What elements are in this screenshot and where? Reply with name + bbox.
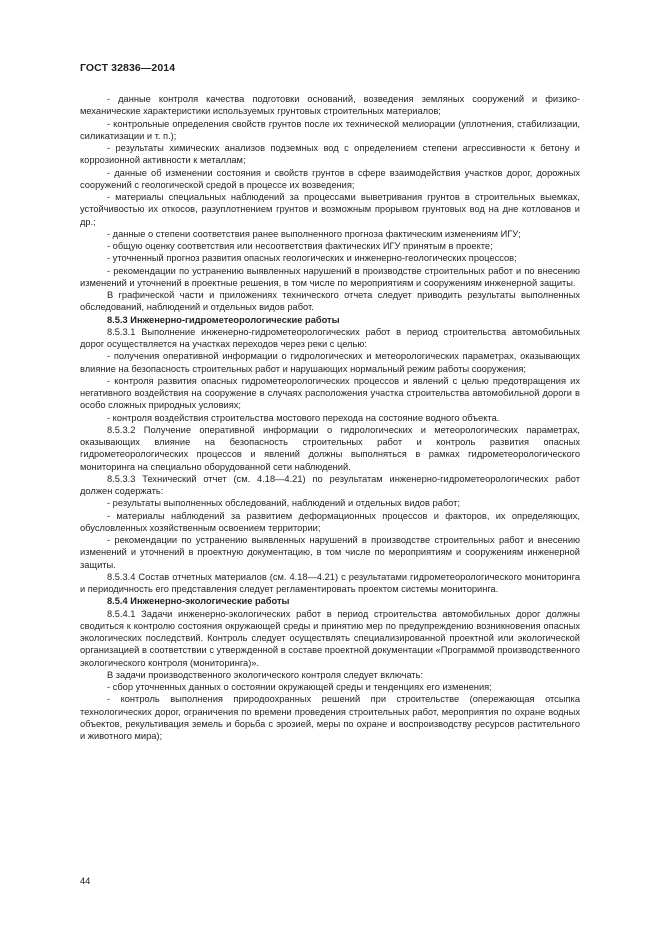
section-heading-8-5-4: 8.5.4 Инженерно-экологические работы — [107, 596, 290, 607]
document-header: ГОСТ 32836—2014 — [80, 62, 176, 74]
paragraph: 8.5.4.1 Задачи инженерно-экологических работ в период строительства автомобильных дорог должны сводиться к контролю состояния окружающей среды и принятию мер по предупреждению возникновения опасных экологических последствий. Контроль следует осуществлять специализированной проектной или экологической организацией в соответствии с утвержденной в составе проектной документации «Программой производственного экологического контроля (мониторинга)». — [80, 608, 580, 668]
section-heading-8-5-3: 8.5.3 Инженерно-гидрометеорологические работы — [107, 314, 340, 325]
list-item: - контроля воздействия строительства мостового перехода на состояние водного объекта. — [107, 412, 500, 423]
paragraph: В графической части и приложениях технического отчета следует приводить результаты выполненных обследований, наблюдений и отдельных видов работ. — [80, 290, 580, 313]
list-item: - контрольные определения свойств грунтов после их технической мелиорации (уплотнения, стабилизации, силикатизации и т. п.); — [80, 118, 580, 141]
list-item: - рекомендации по устранению выявленных нарушений в производстве строительных работ и по внесению изменений и уточнений в проектные решения, в том числе по мероприятиям и сооружениям инженерной защиты. — [80, 265, 580, 288]
paragraph: 8.5.3.4 Состав отчетных материалов (см. 4.18—4.21) с результатами гидрометеорологического мониторинга и периодичность его представления следует регламентировать проектом системы мониторинга. — [80, 571, 580, 594]
list-item: - материалы наблюдений за развитием деформационных процессов и факторов, их определяющих, обусловленных хозяйственным освоением территории; — [80, 510, 580, 533]
list-item: - данные контроля качества подготовки оснований, возведения земляных сооружений и физико-механические характеристики используемых грунтовых строительных материалов; — [80, 94, 580, 117]
paragraph: 8.5.3.2 Получение оперативной информации о гидрологических и метеорологических параметрах, оказывающих влияние на безопасность строительных работ и контроль развития опасных гидрометеорологических процессов и явлений должны выполняться в рамках гидрометеорологического мониторинга на специально оборудованной сети наблюдений. — [80, 424, 580, 472]
list-item: - данные о степени соответствия ранее выполненного прогноза фактическим изменениям ИГУ; — [107, 228, 521, 239]
list-item: - контроля развития опасных гидрометеорологических процессов и явлений с целью предотвращения их негативного воздействия на сооружение в случаях расположения участка строительства автомобильной дороги в особо сложных природных условиях; — [80, 375, 580, 411]
list-item: - материалы специальных наблюдений за процессами выветривания грунтов в строительных выемках, устойчивостью их откосов, разуплотнением грунтов и возможным прорывом грунтовых вод на дне котлованов и др.; — [80, 192, 580, 227]
list-item: - общую оценку соответствия или несоответствия фактических ИГУ принятым в проекте; — [107, 241, 493, 251]
paragraph: 8.5.3.3 Технический отчет (см. 4.18—4.21) по результатам инженерно-гидрометеорологических работ должен содержать: — [80, 473, 580, 496]
list-item: - результаты выполненных обследований, наблюдений и отдельных видов работ; — [107, 498, 460, 509]
document-body — [80, 93, 580, 742]
paragraph: В задачи производственного экологического контроля следует включать: — [107, 669, 424, 680]
list-item: - рекомендации по устранению выявленных нарушений в производстве строительных работ и внесению изменений и уточнений в проектную документацию, в том числе по мероприятиям и сооружениям инженерной защиты. — [80, 535, 580, 570]
list-item: - уточненный прогноз развития опасных геологических и инженерно-геологических процессов; — [107, 253, 517, 264]
paragraph: 8.5.3.1 Выполнение инженерно-гидрометеорологических работ в период строительства автомобильных дорог осуществляется на участках переходов через реки с целью: — [80, 326, 580, 349]
list-item: - контроль выполнения природоохранных решений при строительстве (опережающая отсыпка технологических дорог, ограничения по времени проведения строительных работ, мероприятия по охране водных объектов, рекультивация земель и борьба с эрозией, меры по охране и воспроизводству ресурсов растительного и животного мира); — [80, 694, 580, 741]
list-item: - данные об изменении состояния и свойств грунтов в сфере взаимодействия участков дорог, дорожных сооружений с геологической средой в процессе их возведения; — [80, 167, 580, 190]
page-number: 44 — [80, 876, 91, 886]
list-item: - получения оперативной информации о гидрологических и метеорологических параметрах, оказывающих влияние на безопасность строительных работ и нарушающих нормальный режим работы сооружения; — [80, 351, 580, 374]
list-item: - результаты химических анализов подземных вод с определением степени агрессивности к бетону и коррозионной активности к металлам; — [80, 143, 580, 166]
list-item: - сбор уточненных данных о состоянии окружающей среды и тенденциях его изменения; — [107, 682, 492, 692]
